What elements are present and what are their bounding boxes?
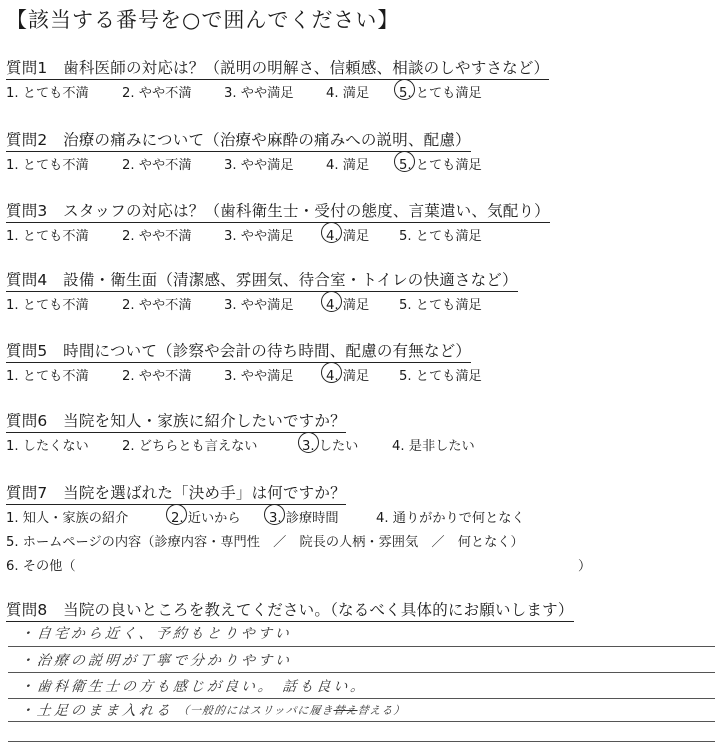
option-5[interactable]: 5. ホームページの内容（診療内容・専門性 ／ 院長の人柄・雰囲気 ／ 何となく）	[6, 535, 524, 550]
question-6	[6, 409, 475, 457]
option-2[interactable]: 2. やや不満	[122, 298, 192, 313]
question-4-title: 質問4 設備・衛生面（清潔感、雰囲気、待合室・トイレの快適さなど）	[6, 268, 518, 292]
question-2-title: 質問2 治療の痛みについて（治療や麻酔の痛みへの説明、配慮）	[6, 128, 471, 152]
question-7-options-line2	[6, 531, 524, 553]
answer-line	[8, 646, 715, 647]
option-4[interactable]: 4. 是非したい	[392, 439, 475, 454]
question-4-options	[6, 294, 518, 316]
question-7	[6, 481, 592, 577]
question-7-options	[6, 507, 525, 529]
question-2	[6, 128, 482, 176]
question-4	[6, 268, 518, 316]
option-4[interactable]: 4. 満足	[326, 369, 370, 384]
option-6-close: ）	[578, 559, 592, 574]
answer-line	[8, 672, 715, 673]
selection-circle	[166, 504, 187, 525]
question-8	[6, 598, 574, 622]
option-1[interactable]: 1. 知人・家族の紹介	[6, 511, 129, 526]
question-7-title: 質問7 当院を選ばれた「決め手」は何ですか？	[6, 481, 346, 505]
option-2[interactable]: 2. やや不満	[122, 86, 192, 101]
handwritten-answer: ・土足のまま入れる	[19, 703, 174, 719]
question-6-title: 質問6 当院を知人・家族に紹介したいですか？	[6, 409, 346, 433]
option-3[interactable]: 3. 診療時間	[269, 511, 339, 526]
question-2-options	[6, 154, 482, 176]
note-text: （一般的にはスリッパに履き	[177, 704, 335, 717]
option-3[interactable]: 3. したい	[302, 439, 359, 454]
option-3[interactable]: 3. やや満足	[224, 369, 294, 384]
option-2[interactable]: 2. どちらとも言えない	[122, 439, 258, 454]
page-title: 【該当する番号を○で囲んでください】	[6, 8, 400, 32]
question-3-options	[6, 225, 550, 247]
question-1-title: 質問1 歯科医師の対応は？（説明の明解さ、信頼感、相談のしやすさなど）	[6, 56, 549, 80]
question-5-title: 質問5 時間について（診察や会計の待ち時間、配慮の有無など）	[6, 339, 471, 363]
option-1[interactable]: 1. とても不満	[6, 298, 89, 313]
option-4[interactable]: 4. 満足	[326, 229, 370, 244]
option-3[interactable]: 3. やや満足	[224, 158, 294, 173]
option-2[interactable]: 2. 近いから	[171, 511, 241, 526]
handwritten-answer: ・治療の説明が丁寧で分かりやすい	[19, 653, 293, 669]
option-5[interactable]: 5. とても満足	[399, 229, 482, 244]
selection-circle	[394, 151, 415, 172]
option-3[interactable]: 3. やや満足	[224, 229, 294, 244]
question-8-title: 質問8 当院の良いところを教えてください。（なるべく具体的にお願いします）	[6, 598, 574, 622]
option-6[interactable]: 6. その他（	[6, 559, 76, 574]
note-tail: 替える）	[356, 704, 407, 717]
question-3-title: 質問3 スタッフの対応は？（歯科衛生士・受付の態度、言葉遣い、気配り）	[6, 199, 550, 223]
option-3[interactable]: 3. やや満足	[224, 86, 294, 101]
option-5[interactable]: 5. とても満足	[399, 158, 482, 173]
option-2[interactable]: 2. やや不満	[122, 229, 192, 244]
option-1[interactable]: 1. とても不満	[6, 86, 89, 101]
question-1-options	[6, 82, 549, 104]
selection-circle	[321, 291, 342, 312]
option-1[interactable]: 1. とても不満	[6, 229, 89, 244]
question-5	[6, 339, 482, 387]
handwritten-note	[177, 702, 406, 718]
question-5-options	[6, 365, 482, 387]
option-2[interactable]: 2. やや不満	[122, 369, 192, 384]
answer-line	[8, 721, 715, 722]
question-3	[6, 199, 550, 247]
answer-line	[8, 698, 715, 699]
option-2[interactable]: 2. やや不満	[122, 158, 192, 173]
option-4[interactable]: 4. 満足	[326, 86, 370, 101]
question-1	[6, 56, 549, 104]
option-1[interactable]: 1. したくない	[6, 439, 89, 454]
option-1[interactable]: 1. とても不満	[6, 369, 89, 384]
question-7-options-line3	[6, 555, 592, 577]
option-5[interactable]: 5. とても満足	[399, 369, 482, 384]
question-6-options	[6, 435, 475, 457]
selection-circle	[321, 362, 342, 383]
option-4[interactable]: 4. 満足	[326, 298, 370, 313]
selection-circle	[264, 504, 285, 525]
handwritten-answer: ・歯科衛生士の方も感じが良い。 話も良い。	[19, 679, 369, 695]
option-1[interactable]: 1. とても不満	[6, 158, 89, 173]
option-4[interactable]: 4. 満足	[326, 158, 370, 173]
option-3[interactable]: 3. やや満足	[224, 298, 294, 313]
struck-text: 替え	[332, 704, 359, 717]
option-5[interactable]: 5. とても満足	[399, 298, 482, 313]
selection-circle	[321, 222, 342, 243]
selection-circle	[298, 432, 319, 453]
option-4[interactable]: 4. 通りがかりで何となく	[376, 511, 525, 526]
selection-circle	[394, 79, 415, 100]
handwritten-answer: ・自宅から近く、予約もとりやすい	[19, 626, 293, 642]
option-5[interactable]: 5. とても満足	[399, 86, 482, 101]
answer-line	[8, 741, 715, 742]
